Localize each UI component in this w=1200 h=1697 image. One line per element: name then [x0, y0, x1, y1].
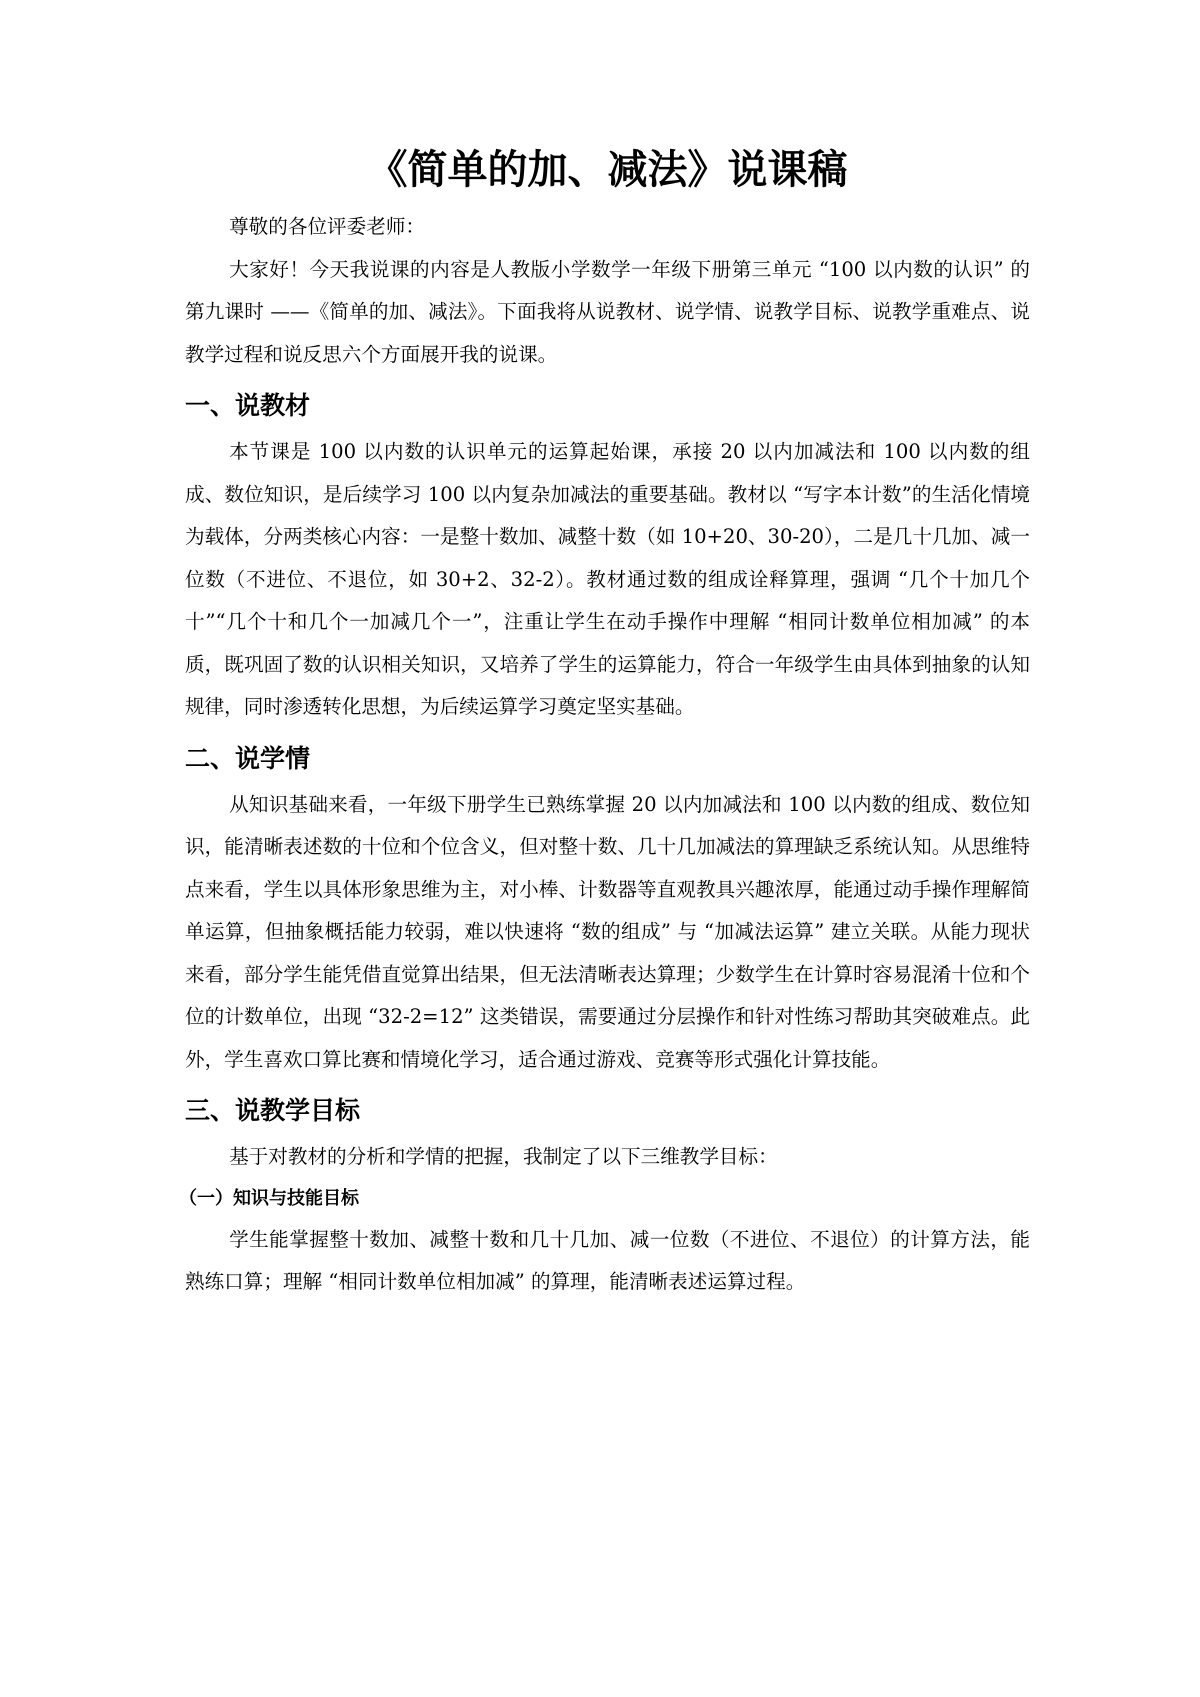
document-title: 《简单的加、减法》说课稿 — [367, 147, 848, 193]
section-heading-objectives: 三、说教学目标 — [185, 1096, 361, 1125]
section-heading-students: 二、说学情 — [185, 743, 311, 773]
subsection-paragraph-knowledge-skills: 学生能掌握整十数加、减整十数和几十几加、减一位数（不进位、不退位）的计算方法，能熟练口算；理解 “相同计数单位相加减” 的算理，能清晰表述运算过程。 — [185, 1227, 1030, 1293]
salutation: 尊敬的各位评委老师： — [229, 215, 426, 238]
section-paragraph-objectives: 基于对教材的分析和学情的把握，我制定了以下三维教学目标： — [229, 1145, 778, 1168]
section-paragraph-textbook: 本节课是 100 以内数的认识单元的运算起始课，承接 20 以内加减法和 100 以内数的组成、数位知识，是后续学习 100 以内复杂加减法的重要基础。教材以 “写字本计数”的生活化情境为载体，分两类核心内容：一是整十数加、减整十数（如 10+20、30-20），二是几十几加、减一位数（不进位、不退位，如 30+2、32-2）。教材通过数的组成诠释算理，强调 “几个十加几个十”“几个十和几个一加减几个一”，注重让学生在动手操作中理解 “相同计数单位相加减” 的本质，既巩固了数的认识相关知识，又培养了学生的运算能力，符合一年级学生由具体到抽象的认知规律，同时渗透转化思想，为后续运算学习奠定坚实基础。 — [185, 440, 1030, 718]
section-paragraph-students: 从知识基础来看，一年级下册学生已熟练掌握 20 以内加减法和 100 以内数的组成、数位知识，能清晰表述数的十位和个位含义，但对整十数、几十几加减法的算理缺乏系统认知。从思维特点来看，学生以具体形象思维为主，对小棒、计数器等直观教具兴趣浓厚，能通过动手操作理解简单运算，但抽象概括能力较弱，难以快速将 “数的组成” 与 “加减法运算” 建立关联。从能力现状来看，部分学生能凭借直觉算出结果，但无法清晰表达算理；少数学生在计算时容易混淆十位和个位的计数单位，出现 “32-2=12” 这类错误，需要通过分层操作和针对性练习帮助其突破难点。此外，学生喜欢口算比赛和情境化学习，适合通过游戏、竞赛等形式强化计算技能。 — [185, 792, 1030, 1071]
intro-paragraph: 大家好！今天我说课的内容是人教版小学数学一年级下册第三单元 “100 以内数的认识” 的第九课时 ——《简单的加、减法》。下面我将从说教材、说学情、说教学目标、说教学重难点、说教学过程和说反思六个方面展开我的说课。 — [185, 257, 1030, 366]
subsection-heading-knowledge-skills: （一）知识与技能目标 — [179, 1187, 359, 1209]
section-heading-textbook: 一、说教材 — [185, 391, 311, 420]
document-page — [179, 138, 1030, 1304]
